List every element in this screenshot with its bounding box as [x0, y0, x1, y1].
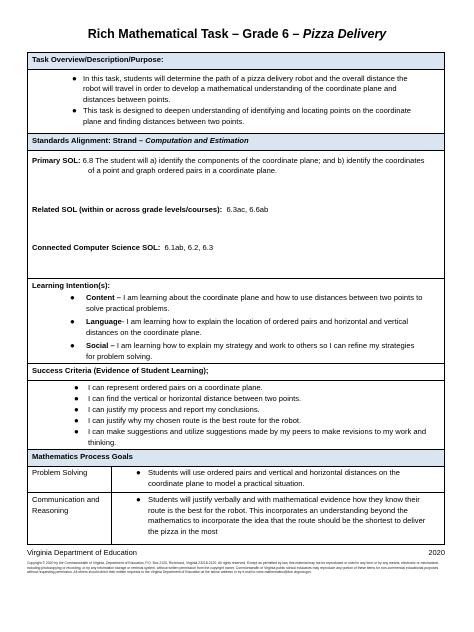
bullet-icon: ●: [72, 73, 77, 83]
task-overview-section: [27, 52, 445, 133]
task-overview-list: [28, 70, 444, 128]
connected-cs-sol: Connected Computer Science SOL: 6.1ab, 6.2, 6.3: [32, 243, 214, 252]
title-main: Rich Mathematical Task – Grade 6 –: [87, 27, 303, 41]
bullet-icon: ●: [74, 393, 79, 403]
process-goals-table: [28, 466, 444, 545]
page-title: [0, 27, 474, 41]
list-item: ● I can represent ordered pairs on a coordinate plane.: [74, 382, 263, 392]
footer-organization: Virginia Department of Education: [27, 548, 137, 557]
bullet-icon: ●: [74, 404, 79, 414]
table-row: [28, 466, 444, 493]
goal-description: ● Students will use ordered pairs and vertical and horizontal distances on the coordinate plane to model a practical situation.: [136, 468, 401, 488]
footer-year: 2020: [428, 548, 445, 557]
bullet-icon: ●: [70, 341, 75, 351]
bullet-icon: ●: [74, 382, 79, 392]
list-item: ● I can justify my process and report my conclusions.: [74, 404, 260, 414]
list-item: ● This task is designed to deepen understanding of identifying and locating points on the coordinate plane and finding distances between two points.: [72, 106, 412, 126]
goal-label: Problem Solving: [28, 466, 112, 492]
bullet-icon: ●: [72, 106, 77, 116]
title-task-name: Pizza Delivery: [302, 27, 387, 41]
standards-header: Standards Alignment: Strand – Computation and Estimation: [28, 134, 444, 151]
list-item: ● I can justify why my chosen route is the best route for the robot.: [74, 415, 302, 425]
list-item: ● Content – I am learning about the coordinate plane and how to use distances between two points to solve practical problems.: [70, 293, 423, 313]
list-item: ● In this task, students will determine the path of a pizza delivery robot and the overall distance the robot will travel in order to develop a mathematical understanding of the coordinate plane and distances between points.: [72, 73, 408, 104]
process-goals-section: [27, 449, 445, 545]
list-item: ● I can make suggestions and utilize suggestions made by my peers to make revisions to my work and thinking.: [74, 426, 427, 447]
learning-intentions-list: [28, 293, 444, 366]
table-row: [28, 493, 444, 545]
bullet-icon: ●: [70, 293, 75, 302]
process-goals-header: Mathematics Process Goals: [28, 450, 444, 467]
bullet-icon: ●: [136, 468, 141, 477]
goal-label: Communication and Reasoning: [28, 493, 112, 545]
primary-sol: Primary SOL: 6.8 The student will a) identify the components of the coordinate plane; and b) identify the coordinates of a point and graph ordered pairs in a coordinate plane.: [32, 155, 425, 176]
standards-section: [27, 133, 445, 363]
success-criteria-section: [27, 363, 445, 449]
bullet-icon: ●: [74, 415, 79, 425]
list-item: ● Language- I am learning how to explain the location of ordered pairs and horizontal and vertical distances on the coordinate plane.: [70, 317, 409, 337]
bullet-icon: ●: [136, 495, 141, 504]
list-item: ● I can find the vertical or horizontal distance between two points.: [74, 393, 302, 403]
copyright-notice: Copyright © 2020 by the Commonwealth of Virginia, Department of Education, P.O. Box 2120, Richmond, Virginia 23218-2120. All rights reserved. Except as permitted by law, this material may not be reproduced or used in any form or by any means, electronic or mechanical, including photocopying or recording, or by any information storage or retrieval system, without written permission from the copyright owner. Commonwealth of Virginia public school educators may reproduce any portion of these items for non-commercial educational purposes without requesting permission. All others should direct their written requests to the Virginia Department of Education at the above address or by e-mail to vdoe.mathematics@doe.virginia.gov.: [27, 561, 439, 575]
page-footer: [27, 548, 445, 557]
bullet-icon: ●: [70, 317, 75, 327]
task-overview-header: Task Overview/Description/Purpose:: [28, 53, 444, 70]
success-criteria-header: Success Criteria (Evidence of Student Learning);: [28, 364, 444, 381]
learning-intentions-header: Learning Intention(s):: [28, 278, 444, 294]
success-criteria-list: [28, 381, 444, 449]
goal-description: ● Students will justify verbally and with mathematical evidence how they know their route is the best for the robot. This incorporates an understanding beyond the mathematics to incorporate the idea that the route should be the shortest to deliver the pizza in the most: [136, 495, 426, 536]
bullet-icon: ●: [74, 426, 79, 436]
related-sol: Related SOL (within or across grade levels/courses): 6.3ac, 6.6ab: [32, 205, 269, 214]
list-item: ● Social – I am learning how to explain my strategy and work to others so I can refine my strategies for problem solving.: [70, 341, 415, 361]
